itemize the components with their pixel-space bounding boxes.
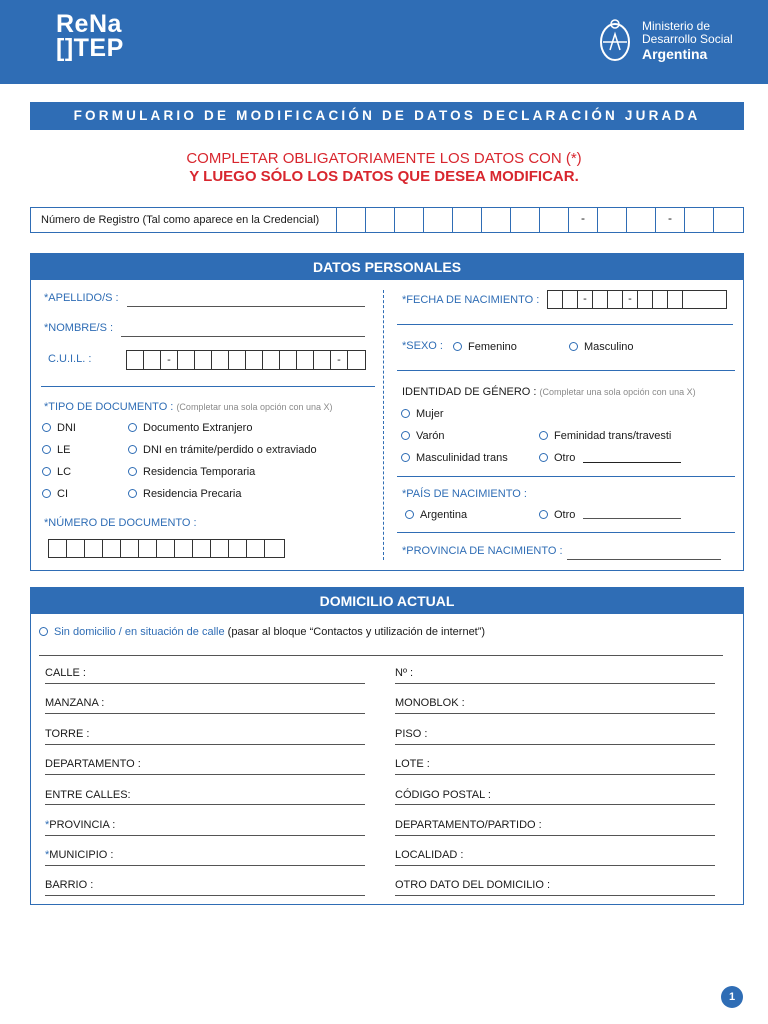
cuil-cell[interactable] <box>246 351 263 369</box>
doc-cell[interactable] <box>121 540 139 557</box>
address-header: DOMICILIO ACTUAL <box>31 588 743 614</box>
radio-label: LC <box>57 466 72 478</box>
required-mark: * <box>45 819 50 831</box>
pais-nac-label: *PAÍS DE NACIMIENTO : <box>402 488 527 500</box>
form-title: FORMULARIO DE MODIFICACIÓN DE DATOS DECLARACIÓN JURADA <box>30 102 744 130</box>
sexo-label: *SEXO : <box>402 340 443 352</box>
tipo-doc-hint: (Completar una sola opción con una X) <box>176 402 333 412</box>
provincia-nac-input[interactable] <box>567 559 721 560</box>
manzana-input[interactable] <box>45 713 365 714</box>
radio-sin-domicilio[interactable] <box>39 626 485 638</box>
cuil-cell[interactable] <box>348 351 365 369</box>
radio-circle-icon <box>401 431 410 440</box>
doc-cell[interactable] <box>247 540 265 557</box>
doc-cell[interactable] <box>103 540 121 557</box>
date-cell[interactable] <box>563 291 578 308</box>
cuil-cell[interactable] <box>195 351 212 369</box>
radio-masculino[interactable] <box>569 341 634 353</box>
reg-cell[interactable] <box>685 208 714 232</box>
argentina-seal-icon <box>598 16 632 64</box>
sin-domicilio-label: Sin domicilio / en situación de calle <box>54 626 225 638</box>
localidad-input[interactable] <box>395 865 715 866</box>
nombre-input[interactable] <box>121 336 365 337</box>
logo-line-1: ReNa <box>56 10 122 38</box>
ministry-line-2: Desarrollo Social <box>642 32 733 46</box>
required-notice <box>0 150 768 186</box>
manzana-label: MANZANA : <box>45 697 105 709</box>
column-divider <box>383 290 384 560</box>
personal-data-header: DATOS PERSONALES <box>31 254 743 280</box>
calle-label: CALLE : <box>45 667 86 679</box>
radio-masculinidad-trans[interactable] <box>401 452 508 464</box>
municipio-label <box>45 849 113 861</box>
address-section <box>30 587 744 905</box>
radio-circle-icon <box>39 627 48 636</box>
page-number: 1 <box>721 986 743 1008</box>
radio-dni[interactable] <box>42 422 76 434</box>
localidad-label: LOCALIDAD : <box>395 849 464 861</box>
radio-circle-icon <box>539 431 548 440</box>
monoblok-input[interactable] <box>395 713 715 714</box>
codigo-postal-input[interactable] <box>395 804 715 805</box>
date-cell[interactable] <box>548 291 563 308</box>
piso-label: PISO : <box>395 728 428 740</box>
provincia-label-text: PROVINCIA : <box>49 819 116 831</box>
reg-cell[interactable] <box>337 208 366 232</box>
radio-circle-icon <box>128 467 137 476</box>
cuil-separator: - <box>161 351 178 369</box>
cuil-cell[interactable] <box>212 351 229 369</box>
barrio-label: BARRIO : <box>45 879 94 891</box>
radio-circle-icon <box>453 342 462 351</box>
divider <box>397 476 735 477</box>
identidad-label: IDENTIDAD DE GÉNERO : <box>402 386 537 398</box>
date-cell[interactable] <box>668 291 683 308</box>
ministry-line-1: Ministerio de <box>642 19 711 33</box>
doc-cell[interactable] <box>229 540 247 557</box>
radio-ci[interactable] <box>42 488 68 500</box>
fecha-nac-label: *FECHA DE NACIMIENTO : <box>402 294 540 306</box>
radio-circle-icon <box>128 445 137 454</box>
radio-label: DNI en trámite/perdido o extraviado <box>143 444 317 456</box>
identidad-heading <box>402 386 696 398</box>
tipo-doc-heading <box>44 401 333 413</box>
radio-circle-icon <box>539 510 548 519</box>
piso-input[interactable] <box>395 744 715 745</box>
radio-label: Feminidad trans/travesti <box>554 430 672 442</box>
reg-cell[interactable] <box>598 208 627 232</box>
radio-circle-icon <box>405 510 414 519</box>
date-separator: - <box>623 291 638 308</box>
apellido-input[interactable] <box>127 306 365 307</box>
radio-circle-icon <box>539 453 548 462</box>
lote-label: LOTE : <box>395 758 430 770</box>
radio-label: Masculinidad trans <box>416 452 508 464</box>
date-cell[interactable] <box>608 291 623 308</box>
municipio-input[interactable] <box>45 865 365 866</box>
departamento-partido-label: DEPARTAMENTO/PARTIDO : <box>395 819 542 831</box>
nombre-label: *NOMBRE/S : <box>44 322 114 334</box>
cuil-label: C.U.I.L. : <box>48 353 92 365</box>
radio-label: Otro <box>554 509 576 521</box>
divider <box>39 655 723 656</box>
provincia-label <box>45 819 115 831</box>
radio-dni-tramite[interactable] <box>128 444 317 456</box>
cuil-cell[interactable] <box>297 351 314 369</box>
radio-lc[interactable] <box>42 466 71 478</box>
calle-input[interactable] <box>45 683 365 684</box>
barrio-input[interactable] <box>45 895 365 896</box>
radio-mujer[interactable] <box>401 408 444 420</box>
provincia-input[interactable] <box>45 835 365 836</box>
provincia-nac-label: *PROVINCIA DE NACIMIENTO : <box>402 545 563 557</box>
divider <box>397 370 735 371</box>
identidad-hint: (Completar una sola opción con una X) <box>539 387 696 397</box>
doc-cell[interactable] <box>139 540 157 557</box>
reg-cell[interactable] <box>714 208 743 232</box>
radio-circle-icon <box>42 423 51 432</box>
radio-argentina[interactable] <box>405 509 467 521</box>
doc-cell[interactable] <box>265 540 283 557</box>
radio-residencia-precaria[interactable] <box>128 488 241 500</box>
radio-varon[interactable] <box>401 430 445 442</box>
divider <box>397 324 733 325</box>
doc-cell[interactable] <box>211 540 229 557</box>
radio-documento-extranjero[interactable] <box>128 422 252 434</box>
cuil-cell[interactable] <box>263 351 280 369</box>
doc-cell[interactable] <box>85 540 103 557</box>
numero-doc-field[interactable] <box>48 539 285 558</box>
radio-otro-identidad[interactable] <box>539 452 575 464</box>
municipio-label-text: MUNICIPIO : <box>49 849 114 861</box>
radio-label: Masculino <box>584 341 634 353</box>
radio-label: Mujer <box>416 408 444 420</box>
radio-circle-icon <box>401 453 410 462</box>
radio-label: CI <box>57 488 68 500</box>
radio-circle-icon <box>401 409 410 418</box>
date-cell[interactable] <box>683 291 698 308</box>
radio-circle-icon <box>42 489 51 498</box>
otro-dato-label: OTRO DATO DEL DOMICILIO : <box>395 879 551 891</box>
divider <box>397 532 735 533</box>
radio-label: Argentina <box>420 509 468 521</box>
cuil-cell[interactable] <box>229 351 246 369</box>
doc-cell[interactable] <box>157 540 175 557</box>
notice-line-2: Y LUEGO SÓLO LOS DATOS QUE DESEA MODIFICAR. <box>189 168 579 185</box>
otro-dato-input[interactable] <box>395 895 715 896</box>
radio-label: Varón <box>416 430 445 442</box>
numero-doc-label: *NÚMERO DE DOCUMENTO : <box>44 517 197 529</box>
entre-calles-label: ENTRE CALLES: <box>45 789 131 801</box>
torre-label: TORRE : <box>45 728 90 740</box>
radio-label: LE <box>57 444 71 456</box>
cuil-cell[interactable] <box>144 351 161 369</box>
radio-label: Femenino <box>468 341 517 353</box>
reg-cell[interactable] <box>511 208 540 232</box>
radio-circle-icon <box>128 489 137 498</box>
date-cell[interactable] <box>653 291 668 308</box>
radio-femenino[interactable] <box>453 341 517 353</box>
radio-circle-icon <box>128 423 137 432</box>
reg-cell[interactable] <box>453 208 482 232</box>
codigo-postal-label: CÓDIGO POSTAL : <box>395 789 491 801</box>
divider <box>41 386 375 387</box>
entre-calles-input[interactable] <box>45 804 365 805</box>
doc-cell[interactable] <box>67 540 85 557</box>
departamento-partido-input[interactable] <box>395 835 715 836</box>
doc-cell[interactable] <box>49 540 67 557</box>
registration-number-label: Número de Registro (Tal como aparece en la Credencial) <box>31 208 337 232</box>
reg-cell[interactable] <box>424 208 453 232</box>
reg-separator: - <box>656 208 685 232</box>
radio-label: Residencia Precaria <box>143 488 242 500</box>
numero-input[interactable] <box>395 683 715 684</box>
radio-circle-icon <box>42 445 51 454</box>
date-cell[interactable] <box>638 291 653 308</box>
radio-le[interactable] <box>42 444 70 456</box>
sin-domicilio-note: (pasar al bloque “Contactos y utilización de internet”) <box>227 626 486 638</box>
registration-number-field[interactable] <box>337 208 743 232</box>
header-bar <box>0 0 768 84</box>
departamento-input[interactable] <box>45 774 365 775</box>
reg-cell[interactable] <box>540 208 569 232</box>
torre-input[interactable] <box>45 744 365 745</box>
monoblok-label: MONOBLOK : <box>395 697 465 709</box>
radio-label: Otro <box>554 452 576 464</box>
radio-circle-icon <box>42 467 51 476</box>
cuil-cell[interactable] <box>178 351 195 369</box>
doc-cell[interactable] <box>193 540 211 557</box>
numero-label: Nº : <box>395 667 414 679</box>
apellido-label: *APELLIDO/S : <box>44 292 119 304</box>
reg-separator: - <box>569 208 598 232</box>
cuil-cell[interactable] <box>127 351 144 369</box>
otro-pais-input[interactable] <box>583 518 681 519</box>
date-separator: - <box>578 291 593 308</box>
lote-input[interactable] <box>395 774 715 775</box>
doc-cell[interactable] <box>175 540 193 557</box>
radio-feminidad-trans[interactable] <box>539 430 671 442</box>
departamento-label: DEPARTAMENTO : <box>45 758 141 770</box>
cuil-separator: - <box>331 351 348 369</box>
cuil-field[interactable] <box>126 350 366 370</box>
reg-cell[interactable] <box>366 208 395 232</box>
registration-number-row <box>30 207 744 233</box>
radio-label: DNI <box>57 422 76 434</box>
cuil-cell[interactable] <box>280 351 297 369</box>
fecha-nac-field[interactable] <box>547 290 727 309</box>
reg-cell[interactable] <box>395 208 424 232</box>
radio-label: Documento Extranjero <box>143 422 253 434</box>
radio-circle-icon <box>569 342 578 351</box>
required-mark: * <box>45 849 50 861</box>
reg-cell[interactable] <box>482 208 511 232</box>
cuil-cell[interactable] <box>314 351 331 369</box>
tipo-doc-label: *TIPO DE DOCUMENTO : <box>44 401 174 413</box>
renatep-logo <box>56 12 124 60</box>
radio-residencia-temporaria[interactable] <box>128 466 255 478</box>
reg-cell[interactable] <box>627 208 656 232</box>
radio-otro-pais[interactable] <box>539 509 575 521</box>
logo-line-2: []TEP <box>56 34 124 62</box>
radio-label: Residencia Temporaria <box>143 466 256 478</box>
otro-identidad-input[interactable] <box>583 462 681 463</box>
notice-line-1: COMPLETAR OBLIGATORIAMENTE LOS DATOS CON (*) <box>186 150 582 167</box>
ministry-country: Argentina <box>642 46 708 62</box>
personal-data-section <box>30 253 744 571</box>
date-cell[interactable] <box>593 291 608 308</box>
